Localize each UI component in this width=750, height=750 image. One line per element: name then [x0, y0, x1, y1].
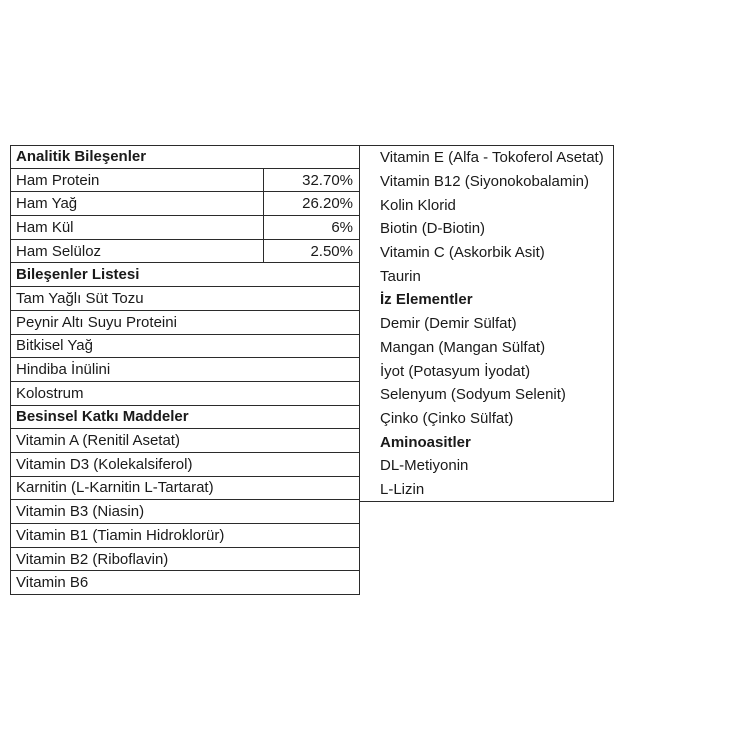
additive-item: Karnitin (L-Karnitin L-Tartarat) — [16, 479, 214, 497]
vitamin-item: Taurin — [380, 267, 421, 285]
table-row — [10, 382, 360, 406]
ingredient-item: Kolostrum — [16, 384, 84, 402]
vitamin-item: Kolin Klorid — [380, 196, 456, 214]
list-item — [360, 312, 613, 336]
trace-header: İz Elementler — [380, 291, 473, 309]
trace-item: Çinko (Çinko Sülfat) — [380, 409, 514, 427]
analytic-name: Ham Kül — [16, 218, 74, 236]
list-item — [360, 478, 613, 502]
trace-item: Demir (Demir Sülfat) — [380, 315, 517, 333]
table-row — [10, 358, 360, 382]
left-column — [10, 145, 360, 595]
ingredient-item: Peynir Altı Suyu Proteini — [16, 313, 177, 331]
trace-item: Mangan (Mangan Sülfat) — [380, 338, 546, 356]
amino-header: Aminoasitler — [380, 433, 471, 451]
analytic-value: 6% — [263, 216, 359, 239]
amino-header-row — [360, 430, 613, 454]
list-item — [360, 264, 613, 288]
analytic-header: Analitik Bileşenler — [16, 148, 147, 166]
additive-item: Vitamin B1 (Tiamin Hidroklorür) — [16, 526, 225, 544]
table-row — [10, 335, 360, 359]
analytic-value: 2.50% — [263, 240, 359, 263]
list-item — [360, 193, 613, 217]
vitamin-item: Biotin (D-Biotin) — [380, 220, 486, 238]
ingredient-item: Bitkisel Yağ — [16, 337, 93, 355]
additive-item: Vitamin B6 — [16, 574, 89, 592]
analytic-value: 26.20% — [263, 192, 359, 215]
table-row — [10, 453, 360, 477]
amino-item: L-Lizin — [380, 480, 425, 498]
table-row — [10, 240, 360, 264]
table-row — [10, 287, 360, 311]
analytic-value: 32.70% — [263, 169, 359, 192]
additive-item: Vitamin A (Renitil Asetat) — [16, 432, 180, 450]
table-row — [10, 548, 360, 572]
additive-item: Vitamin B3 (Niasin) — [16, 503, 145, 521]
list-item — [360, 241, 613, 265]
additives-header: Besinsel Katkı Maddeler — [16, 408, 189, 426]
table-row — [10, 169, 360, 193]
list-item — [360, 146, 613, 170]
vitamin-item: Vitamin C (Askorbik Asit) — [380, 244, 545, 262]
amino-item: DL-Metiyonin — [380, 457, 469, 475]
right-column — [360, 145, 614, 502]
trace-item: Selenyum (Sodyum Selenit) — [380, 386, 566, 404]
list-item — [360, 170, 613, 194]
trace-item: İyot (Potasyum İyodat) — [380, 362, 531, 380]
ingredients-header-row — [10, 263, 360, 287]
additives-header-row — [10, 406, 360, 430]
additive-item: Vitamin B2 (Riboflavin) — [16, 550, 169, 568]
table-row — [10, 500, 360, 524]
trace-header-row — [360, 288, 613, 312]
table-row — [10, 216, 360, 240]
table-row — [10, 311, 360, 335]
list-item — [360, 217, 613, 241]
analytic-name: Ham Yağ — [16, 195, 78, 213]
list-item — [360, 454, 613, 478]
list-item — [360, 336, 613, 360]
vitamin-item: Vitamin B12 (Siyonokobalamin) — [380, 173, 589, 191]
list-item — [360, 359, 613, 383]
list-item — [360, 383, 613, 407]
additive-item: Vitamin D3 (Kolekalsiferol) — [16, 455, 193, 473]
table-row — [10, 192, 360, 216]
ingredients-header: Bileşenler Listesi — [16, 266, 140, 284]
table-row — [10, 429, 360, 453]
table-row — [10, 571, 360, 595]
vitamin-item: Vitamin E (Alfa - Tokoferol Asetat) — [380, 149, 604, 167]
ingredient-item: Hindiba İnülini — [16, 361, 111, 379]
analytic-name: Ham Protein — [16, 171, 100, 189]
analytic-name: Ham Selüloz — [16, 242, 102, 260]
table-row — [10, 477, 360, 501]
list-item — [360, 407, 613, 431]
ingredient-item: Tam Yağlı Süt Tozu — [16, 289, 144, 307]
analytic-header-row — [10, 145, 360, 169]
table-row — [10, 524, 360, 548]
